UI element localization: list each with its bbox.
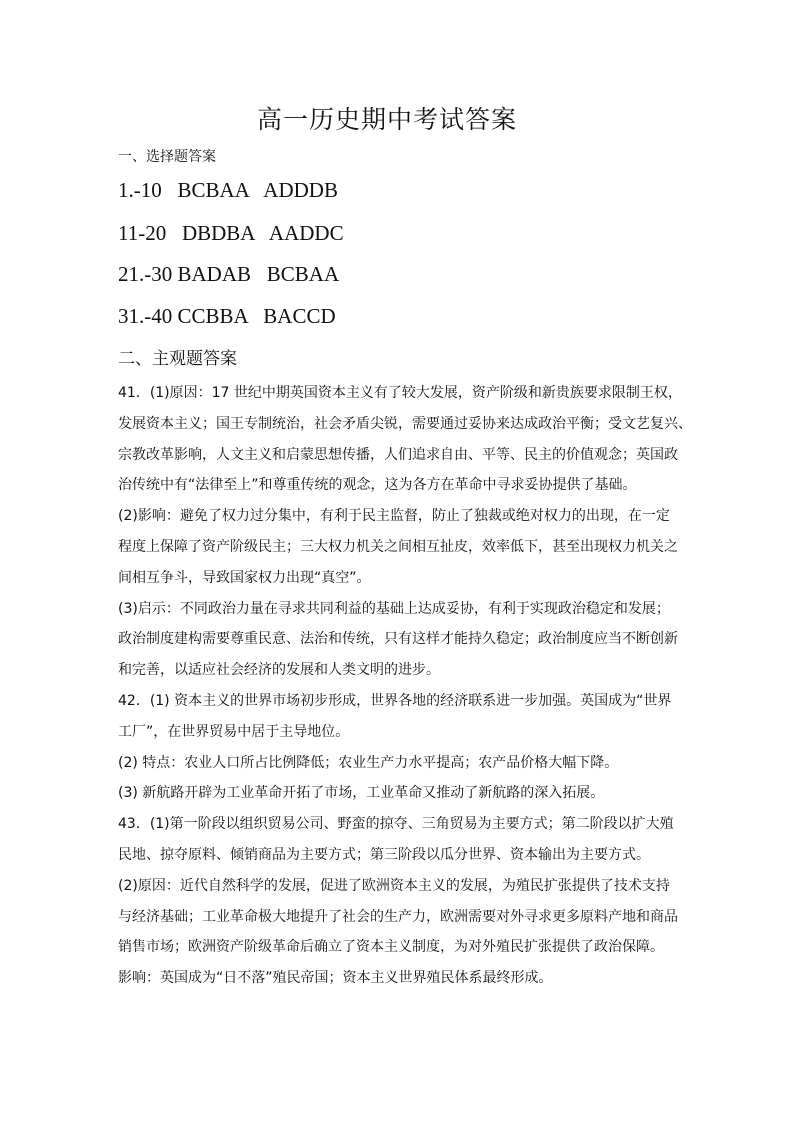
text-line: (2)影响：避免了权力过分集中，有利于民主监督，防止了独裁或绝对权力的出现，在一定 <box>118 508 670 525</box>
answer-41-block <box>118 378 692 994</box>
text-line: 发展资本主义；国王专制统治，社会矛盾尖锐，需要通过妥协来达成政治平衡；受文艺复兴、 <box>118 415 692 432</box>
text-line: 政治制度建构需要尊重民意、法治和传统，只有这样才能持久稳定；政治制度应当不断创新 <box>118 631 678 648</box>
text-line: 41．(1)原因：17 世纪中期英国资本主义有了较大发展，资产阶级和新贵族要求限制王权， <box>118 385 682 401</box>
text-line: 影响：英国成为“日不落”殖民帝国；资本主义世界殖民体系最终形成。 <box>118 970 553 987</box>
page-title: 高一历史期中考试答案 <box>256 105 517 134</box>
text-line: 42．(1) 资本主义的世界市场初步形成，世界各地的经济联系进一步加强。英国成为“世界 <box>118 692 672 709</box>
mc-answer-row: 31.-40 CCBBA BACCD <box>118 304 336 328</box>
mc-answer-row: 21.-30 BADAB BCBAA <box>118 262 340 286</box>
text-line: 程度上保障了资产阶级民主；三大权力机关之间相互扯皮，效率低下，甚至出现权力机关之 <box>118 538 678 555</box>
text-line: 宗教改革影响，人文主义和启蒙思想传播，人们追求自由、平等、民主的价值观念；英国政 <box>118 446 678 463</box>
section-heading-subjective: 二、主观题答案 <box>118 349 237 369</box>
text-line: 和完善，以适应社会经济的发展和人类文明的进步。 <box>118 662 440 679</box>
text-line: 销售市场；欧洲资产阶级革命后确立了资本主义制度，为对外殖民扩张提供了政治保障。 <box>118 939 664 956</box>
mc-answer-row: 11-20 DBDBA AADDC <box>118 221 344 245</box>
text-line: 间相互争斗，导致国家权力出现“真空”。 <box>118 569 371 586</box>
text-line: (2)原因：近代自然科学的发展，促进了欧洲资本主义的发展，为殖民扩张提供了技术支持 <box>118 877 670 894</box>
text-line: (3)启示：不同政治力量在寻求共同利益的基础上达成妥协，有利于实现政治稳定和发展； <box>118 600 670 617</box>
text-line: 与经济基础；工业革命极大地提升了社会的生产力，欧洲需要对外寻求更多原料产地和商品 <box>118 908 678 925</box>
text-line: 43．(1)第一阶段以组织贸易公司、野蛮的掠夺、三角贸易为主要方式；第二阶段以扩大殖 <box>118 816 674 833</box>
text-line: 民地、掠夺原料、倾销商品为主要方式；第三阶段以瓜分世界、资本输出为主要方式。 <box>118 846 650 863</box>
mc-answer-row: 1.-10 BCBAA ADDDB <box>118 178 338 202</box>
text-line: 工厂”，在世界贸易中居于主导地位。 <box>118 723 350 740</box>
text-line: 治传统中有“法律至上”和尊重传统的观念，这为各方在革命中寻求妥协提供了基础。 <box>118 477 637 494</box>
section-heading-choice: 一、选择题答案 <box>118 149 216 165</box>
text-line: (3) 新航路开辟为工业革命开拓了市场，工业革命又推动了新航路的深入拓展。 <box>118 785 605 802</box>
text-line: (2) 特点：农业人口所占比例降低；农业生产力水平提高；农产品价格大幅下降。 <box>118 754 619 771</box>
